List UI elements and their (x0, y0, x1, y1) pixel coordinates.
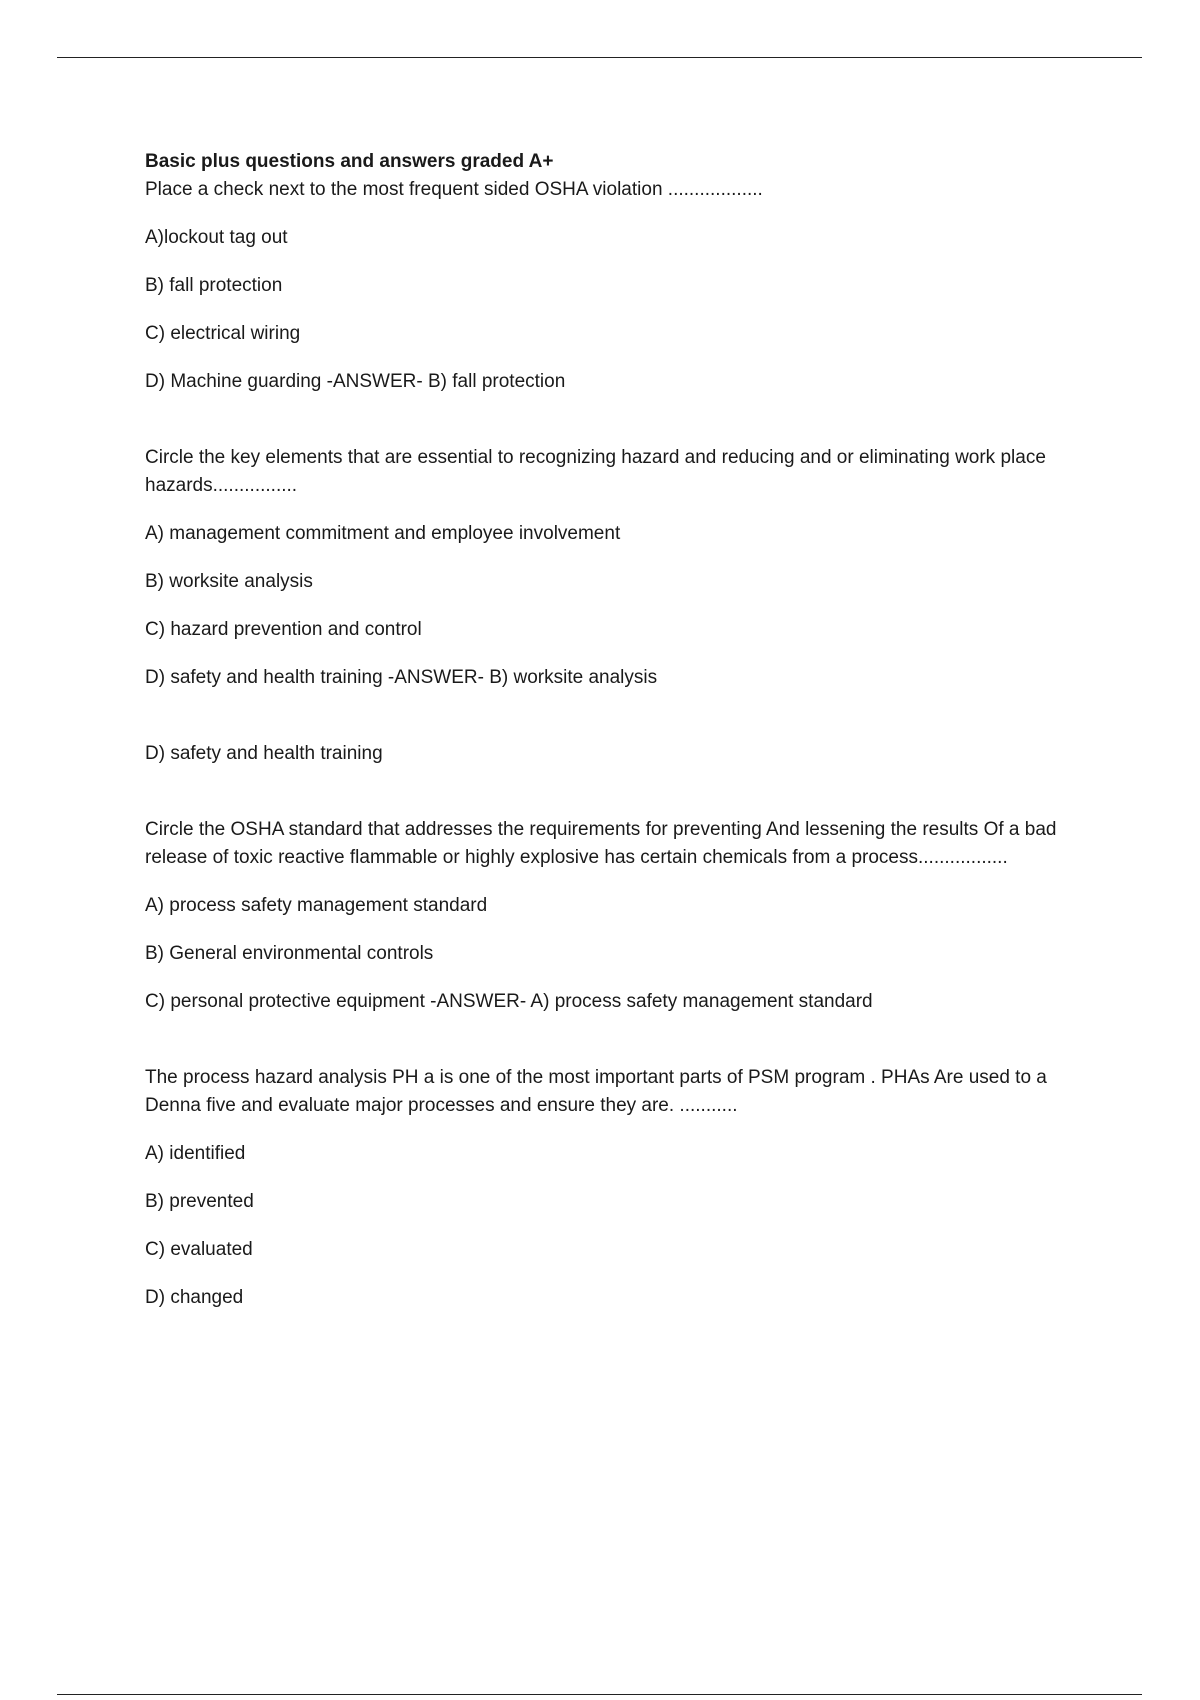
option-c: C) evaluated (145, 1239, 253, 1260)
document-body (145, 148, 1075, 1312)
option-a: A) identified (145, 1143, 246, 1164)
option-a: A)lockout tag out (145, 227, 288, 248)
question-3 (145, 816, 1075, 1016)
question-text: The process hazard analysis PH a is one of the most important parts of PSM program . PHAs Are used to a Denna five and evaluate major processes and ensure they are. ........... (145, 1067, 1047, 1116)
option-a: A) process safety management standard (145, 895, 488, 916)
option-c: C) electrical wiring (145, 323, 301, 344)
question-2 (145, 444, 1075, 692)
question-4 (145, 1064, 1075, 1312)
spacer (145, 768, 1075, 816)
spacer (145, 1016, 1075, 1064)
option-a: A) management commitment and employee involvement (145, 523, 621, 544)
option-b: B) fall protection (145, 275, 283, 296)
question-text: Circle the key elements that are essential to recognizing hazard and reducing and or eliminating work place hazards................ (145, 447, 1046, 496)
option-d-repeat: D) safety and health training (145, 743, 383, 764)
option-b: B) prevented (145, 1191, 254, 1212)
option-b: B) General environmental controls (145, 943, 434, 964)
bottom-rule (57, 1694, 1142, 1695)
question-2-repeat (145, 740, 1075, 768)
question-text: Circle the OSHA standard that addresses the requirements for preventing And lessening the results Of a bad release of toxic reactive flammable or highly explosive has certain chemicals from a process................. (145, 819, 1057, 868)
option-c: C) personal protective equipment -ANSWER- A) process safety management standard (145, 991, 873, 1012)
top-rule (57, 57, 1142, 58)
spacer (145, 692, 1075, 720)
question-1 (145, 176, 1075, 396)
document-title: Basic plus questions and answers graded A+ (145, 151, 554, 172)
question-text: Place a check next to the most frequent sided OSHA violation .................. (145, 179, 763, 200)
option-d: D) safety and health training -ANSWER- B) worksite analysis (145, 667, 658, 688)
spacer (145, 396, 1075, 444)
option-d: D) Machine guarding -ANSWER- B) fall protection (145, 371, 566, 392)
option-c: C) hazard prevention and control (145, 619, 422, 640)
option-d: D) changed (145, 1287, 244, 1308)
option-b: B) worksite analysis (145, 571, 313, 592)
